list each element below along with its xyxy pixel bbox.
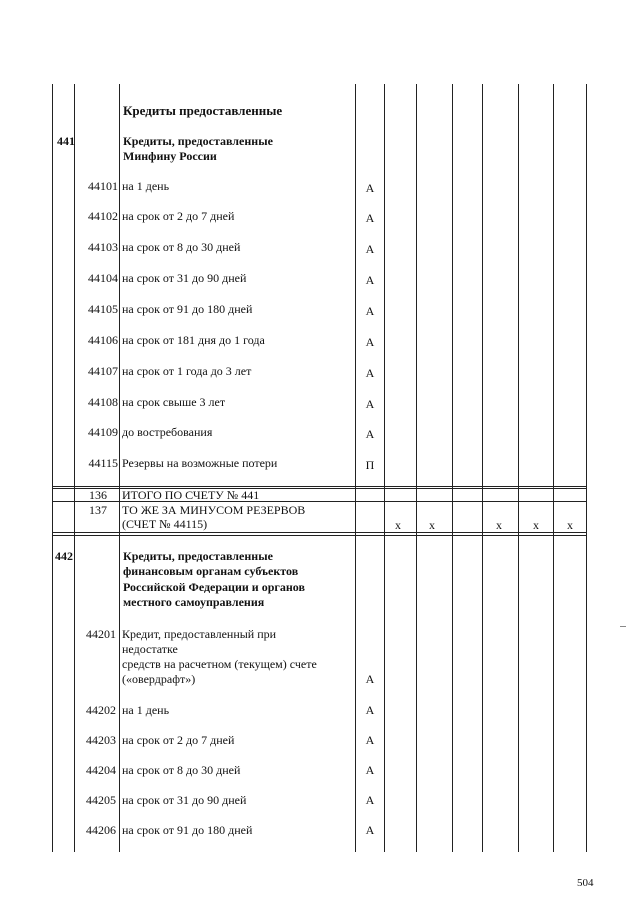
row-divider xyxy=(52,535,587,536)
account-label: на срок от 8 до 30 дней xyxy=(122,240,241,254)
table-border-right xyxy=(586,84,587,852)
column-divider xyxy=(518,84,519,852)
x-mark: x xyxy=(533,518,539,532)
table-border-left xyxy=(52,84,53,852)
group-title-line: Кредиты, предоставленные xyxy=(123,134,273,148)
x-mark: x xyxy=(429,518,435,532)
account-type: А xyxy=(365,366,375,380)
account-code: 44107 xyxy=(88,364,118,378)
x-mark: x xyxy=(496,518,502,532)
total-label: ИТОГО ПО СЧЕТУ № 441 xyxy=(122,488,260,502)
account-code: 44108 xyxy=(88,395,118,409)
group-title-line: местного самоуправления xyxy=(123,595,265,609)
account-code: 44105 xyxy=(88,302,118,316)
account-code: 44202 xyxy=(86,703,116,717)
account-code: 44204 xyxy=(86,763,116,777)
column-divider xyxy=(452,84,453,852)
account-code: 44102 xyxy=(88,209,118,223)
account-label: на срок от 2 до 7 дней xyxy=(122,209,235,223)
account-type: А xyxy=(365,733,375,747)
group-code: 442 xyxy=(55,549,73,563)
account-type: А xyxy=(365,763,375,777)
account-type: А xyxy=(365,427,375,441)
account-label: на срок от 1 года до 3 лет xyxy=(122,364,252,378)
account-type: А xyxy=(365,703,375,717)
column-divider xyxy=(119,84,120,852)
row-divider xyxy=(52,486,587,487)
account-type: А xyxy=(365,181,375,195)
account-label: на срок от 91 до 180 дней xyxy=(122,302,253,316)
group-title-line: финансовым органам субъектов xyxy=(123,564,299,578)
account-code: 44106 xyxy=(88,333,118,347)
group-title-line: Кредиты, предоставленные xyxy=(123,549,273,563)
account-code: 44201 xyxy=(86,627,116,641)
account-type: А xyxy=(365,242,375,256)
account-code: 44104 xyxy=(88,271,118,285)
account-type: А xyxy=(365,793,375,807)
section-heading: Кредиты предоставленные xyxy=(123,103,283,118)
account-code: 44101 xyxy=(88,179,118,193)
account-label: на 1 день xyxy=(122,179,170,193)
group-code: 441 xyxy=(57,134,75,148)
group-title-line: Минфину России xyxy=(123,149,217,163)
column-divider xyxy=(553,84,554,852)
column-divider xyxy=(482,84,483,852)
account-type: А xyxy=(365,672,375,686)
account-label: на срок от 181 дня до 1 года xyxy=(122,333,265,347)
total-code: 136 xyxy=(89,488,107,502)
account-label: до востребования xyxy=(122,425,213,439)
account-code: 44205 xyxy=(86,793,116,807)
account-code: 44203 xyxy=(86,733,116,747)
account-code: 44115 xyxy=(88,456,118,470)
x-mark: x xyxy=(567,518,573,532)
account-label: на 1 день xyxy=(122,703,170,717)
total-label-line: ТО ЖЕ ЗА МИНУСОМ РЕЗЕРВОВ xyxy=(122,503,306,517)
group-title-line: Российской Федерации и органов xyxy=(123,580,305,594)
x-mark: x xyxy=(395,518,401,532)
account-type: А xyxy=(365,335,375,349)
account-code: 44103 xyxy=(88,240,118,254)
account-type: А xyxy=(365,304,375,318)
account-type: А xyxy=(365,397,375,411)
scan-artifact xyxy=(620,626,626,627)
account-label: на срок от 31 до 90 дней xyxy=(122,271,247,285)
account-label-line: («овердрафт») xyxy=(122,672,196,686)
total-label-line: (СЧЕТ № 44115) xyxy=(122,517,208,531)
account-code: 44206 xyxy=(86,823,116,837)
account-label: на срок от 8 до 30 дней xyxy=(122,763,241,777)
account-code: 44109 xyxy=(88,425,118,439)
account-label-line: средств на расчетном (текущем) счете xyxy=(122,657,317,671)
column-divider xyxy=(416,84,417,852)
page-number: 504 xyxy=(577,877,594,889)
account-label: на срок от 91 до 180 дней xyxy=(122,823,253,837)
account-label-line: Кредит, предоставленный при xyxy=(122,627,277,641)
account-label: на срок от 2 до 7 дней xyxy=(122,733,235,747)
account-type: А xyxy=(365,211,375,225)
account-type: А xyxy=(365,273,375,287)
account-label: Резервы на возможные потери xyxy=(122,456,278,470)
account-type: П xyxy=(365,458,375,472)
account-label: на срок от 31 до 90 дней xyxy=(122,793,247,807)
account-label-line: недостатке xyxy=(122,642,178,656)
total-code: 137 xyxy=(89,503,107,517)
account-type: А xyxy=(365,823,375,837)
account-label: на срок свыше 3 лет xyxy=(122,395,226,409)
